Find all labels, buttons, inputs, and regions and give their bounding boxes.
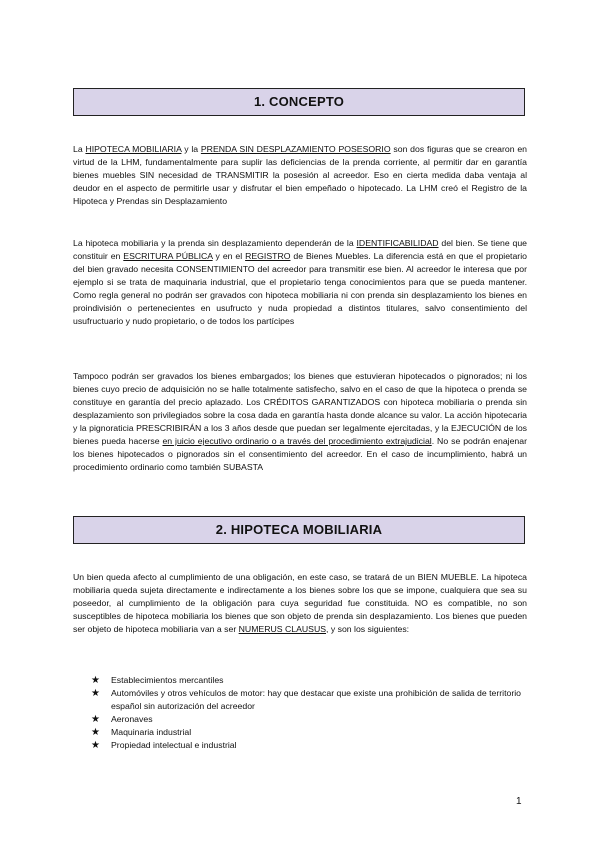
list-item-text: Establecimientos mercantiles [111, 675, 224, 685]
text-run: del bien. Se tiene que constituir en [73, 238, 527, 262]
underlined-term: NUMERUS CLAUSUS [238, 624, 327, 635]
list-item-text: Automóviles y otros vehículos de motor: hay que destacar que existe una prohibición de salida de territorio español sin autorización del acreedor [111, 688, 521, 712]
paragraph-concepto-1 [73, 143, 527, 208]
text-run: La [73, 144, 86, 154]
underlined-term: en juicio ejecutivo ordinario o a través del procedimiento extrajudicial [162, 436, 432, 447]
list-item-text: Aeronaves [111, 714, 153, 725]
text-run: La hipoteca mobiliaria y la prenda sin desplazamiento dependerán de la [73, 238, 357, 248]
star-bullet-icon: ★ [91, 740, 100, 752]
goods-list [91, 674, 527, 752]
underlined-term: IDENTIFICABILIDAD [356, 238, 439, 248]
text-run: . No se podrán enajenar los bienes hipotecados o pignorados sin el consentimiento del acreedor. En el caso de incumplimiento, habrá un procedimiento ordinario como también SUBASTA [73, 436, 527, 473]
underlined-term: ESCRITURA PÚBLICA [123, 251, 213, 262]
text-run: , y son los siguientes: [326, 624, 410, 635]
star-bullet-icon: ★ [91, 688, 100, 700]
star-bullet-icon: ★ [91, 714, 100, 726]
star-bullet-icon: ★ [91, 675, 100, 686]
list-item [91, 713, 527, 726]
text-run: son dos figuras que se crearon en virtud de la LHM, fundamentalmente para suplir las deficiencias de la prenda corriente, al permitir dar en garantía bienes muebles SIN necesidad de TRANSMITIR la posesión al acreedor. Eso en cierta medida daba ventaja al deudor en el aspecto de permitirle usar y disfrutar el bien empeñado o hipotecado. La LHM creó el Registro de la Hipoteca y Prendas sin Desplazamiento [73, 144, 527, 207]
list-item [91, 739, 527, 752]
paragraph-hipoteca-1 [73, 571, 527, 636]
list-item-text: Maquinaria industrial [111, 727, 192, 738]
list-item [91, 726, 527, 739]
underlined-term: REGISTRO [245, 251, 291, 262]
section-title: 2. HIPOTECA MOBILIARIA [215, 522, 383, 537]
underlined-term: HIPOTECA MOBILIARIA [85, 144, 182, 154]
text-run: y la [181, 144, 201, 154]
text-run: Un bien queda afecto al cumplimiento de una obligación, en este caso, se tratará de un BIEN MUEBLE. La hipoteca mobiliaria queda sujeta directamente e indirectamente a los bienes sobre los que se impone, cualquiera que sea su poseedor, al cumplimiento de la obligación para cuya seguridad fue constituida. NO es compatible, no son susceptibles de hipoteca mobiliaria los bienes que son objeto de prenda sin desplazamiento. Los bienes que pueden ser objeto de hipoteca mobiliaria van a ser [73, 572, 527, 635]
paragraph-concepto-2 [73, 237, 527, 328]
section-heading-hipoteca-mobiliaria [73, 516, 525, 544]
star-bullet-icon: ★ [91, 727, 100, 739]
list-item [91, 687, 527, 713]
text-run: y en el [212, 251, 246, 262]
underlined-term: PRENDA SIN DESPLAZAMIENTO POSESORIO [200, 144, 391, 154]
list-item [91, 674, 527, 687]
section-title: 1. CONCEPTO [253, 94, 345, 109]
section-heading-concepto [73, 88, 525, 116]
text-run: de Bienes Muebles. La diferencia está en que el propietario del bien gravado necesita CONSENTIMIENTO del acreedor para transmitir ese bien. Al acreedor le interesa que por ejemplo si se trata de maquinaria industrial, que el propietario tenga conocimientos para que se pueda mantener. Como regla general no podrán ser gravados con hipoteca mobiliaria ni con prenda sin desplazamiento los bienes en proindivisión o pertenecientes en usufructo y nuda propiedad a distintos titulares, salvo consentimiento del usufructuario y nudo propietario, o de todos los partícipes [73, 251, 527, 327]
paragraph-concepto-3 [73, 370, 527, 474]
list-item-text: Propiedad intelectual e industrial [111, 740, 237, 751]
page-number: 1 [516, 796, 522, 807]
text-run: Tampoco podrán ser gravados los bienes embargados; los bienes que estuvieran hipotecados o pignorados; ni los bienes cuyo precio de adquisición no se halle totalmente satisfecho, salvo en el caso de que la hipoteca o prenda se constituye en garantía del precio aplazado. Los CRÉDITOS GARANTIZADOS con hipoteca mobiliaria o prenda sin desplazamiento son privilegiados sobre la cosa dada en garantía hasta donde alcance su valor. La acción hipotecaria y la pignoraticia PRESCRIBIRÁN a los 3 años desde que puedan ser legalmente ejercitadas, y la EJECUCIÓN de los bienes pueda hacerse [73, 371, 527, 447]
